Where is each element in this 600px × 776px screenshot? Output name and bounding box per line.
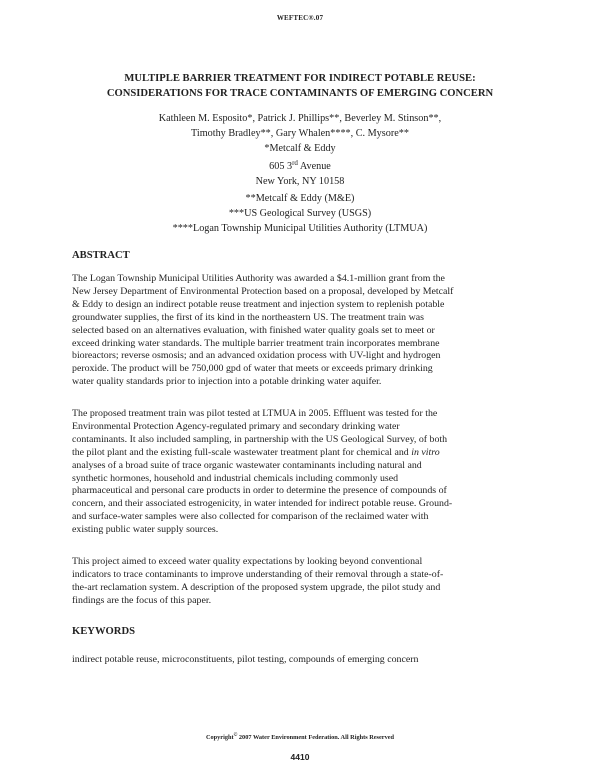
text-line: the-art reclamation system. A description of the proposed system upgrade, the pilot study and [72,581,441,593]
text-line: exceed drinking water standards. The multiple barrier treatment train incorporates membrane [72,337,440,349]
copyright-notice: Copyright© 2007 Water Environment Federation. All Rights Reserved [205,733,395,741]
title-line-1: MULTIPLE BARRIER TREATMENT FOR INDIRECT POTABLE REUSE: [124,73,476,84]
title-line-2: CONSIDERATIONS FOR TRACE CONTAMINANTS OF EMERGING CONCERN [106,88,494,99]
text-line: indirect potable reuse, microconstituents, pilot testing, compounds of emerging concern [72,654,419,665]
text-line: water quality standards prior to injection into a potable drinking water aquifer. [72,376,382,388]
abstract-heading: ABSTRACT [72,250,130,261]
text-line: concern, and their associated estrogenicity, in water intended for indirect potable reuse. Ground- [72,498,453,510]
keywords-heading: KEYWORDS [72,626,135,637]
conference-code: WEFTEC®.07 [276,14,324,22]
affiliation-line-3: ****Logan Township Municipal Utilities Authority (LTMUA) [172,223,428,234]
text-line: analyses of a broad suite of trace organic wastewater contaminants including natural and [72,459,422,471]
text-line: & Eddy to design an indirect potable reuse treatment and injection system to replenish potable [72,298,445,310]
author-line-1: Kathleen M. Esposito*, Patrick J. Phillips**, Beverley M. Stinson**, [158,113,442,124]
text-line: Environmental Protection Agency-regulated primary and secondary drinking water [72,420,400,432]
author-city: New York, NY 10158 [255,176,345,187]
text-line: peroxide. The product will be 750,000 gpd of water that meets or exceeds primary drinking [72,363,433,375]
affiliation-line-2: ***US Geological Survey (USGS) [228,208,372,219]
italic-term: in vitro [411,446,440,458]
keywords-text [72,654,530,667]
abstract-paragraph-3 [72,556,530,608]
page-number: 4410 [290,752,310,762]
paper-title [40,71,560,101]
text-line: pharmaceutical and personal care products in order to determine the presence of compounds of [72,485,447,497]
text-line: New Jersey Department of Environmental Protection based on a proposal, developed by Metcalf [72,285,454,297]
text-line: The proposed treatment train was pilot tested at LTMUA in 2005. Effluent was tested for the [72,408,438,419]
author-org: *Metcalf & Eddy [264,143,336,154]
text-line: contaminants. It also included sampling, in partnership with the US Geological Survey, of both [72,433,448,445]
text-line: and surface-water samples were also collected for comparison of the reclaimed water with [72,511,429,523]
text-line: The Logan Township Municipal Utilities Authority was awarded a $4.1-million grant from the [72,273,445,284]
text-line: findings are the focus of this paper. [72,594,212,606]
text-line: synthetic hormones, household and industrial chemicals including commonly used [72,472,399,484]
abstract-paragraph-2 [72,408,530,537]
author-street: 605 3rd Avenue [269,159,331,172]
author-block [40,111,560,189]
affiliation-line-1: **Metcalf & Eddy (M&E) [245,193,355,204]
text-line: the pilot plant and the existing full-scale wastewater treatment plant for chemical and in vitro [72,446,440,458]
text-line: existing public water supply sources. [72,524,219,536]
text-line: indicators to trace contaminants to improve understanding of their removal through a state-of- [72,568,444,580]
abstract-paragraph-1 [72,273,530,389]
text-line: selected based on an alternatives evaluation, with finished water quality goals set to meet or [72,324,435,336]
author-line-2: Timothy Bradley**, Gary Whalen****, C. Mysore** [191,128,409,139]
text-line: groundwater supplies, the first of its kind in the northeastern US. The treatment train was [72,311,424,323]
text-line: This project aimed to exceed water quality expectations by looking beyond conventional [72,556,423,567]
text-line: bioreactors; reverse osmosis; and an advanced oxidation process with UV-light and hydrogen [72,350,441,362]
affiliation-block [40,191,560,236]
